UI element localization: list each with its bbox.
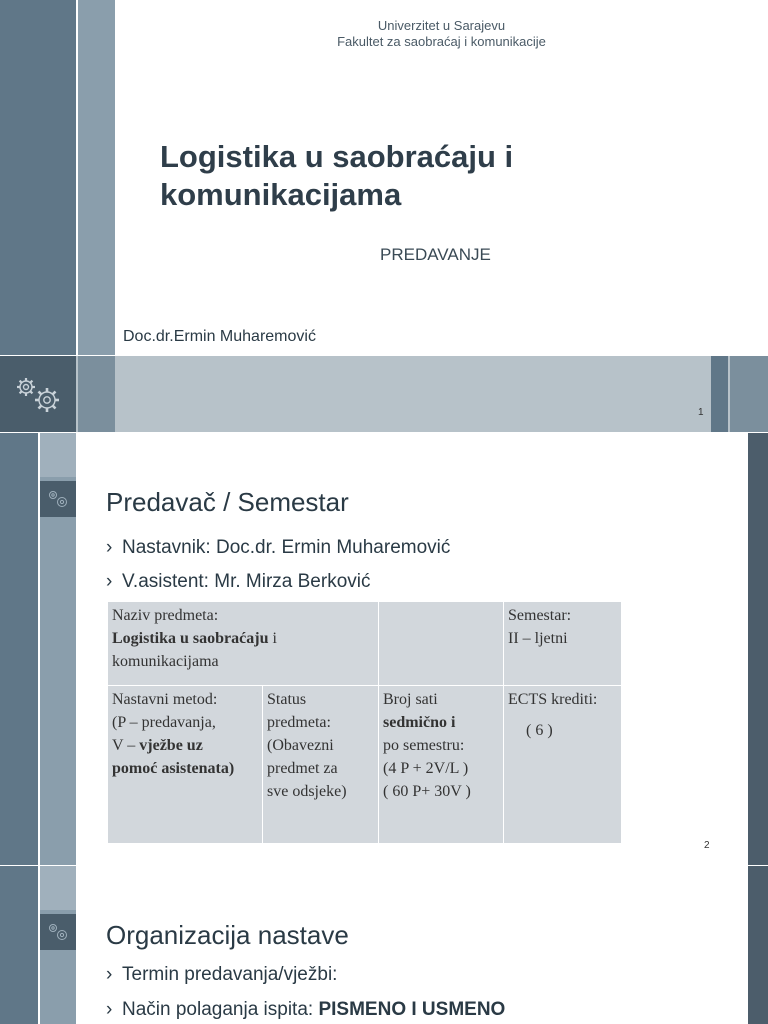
left-bar — [0, 433, 38, 865]
left-bar — [0, 866, 38, 1024]
footer-icon-box — [0, 356, 76, 432]
table-row — [108, 602, 622, 686]
icon-box — [40, 481, 76, 517]
left-bar-top-accent — [40, 866, 76, 910]
exam-method: PISMENO I USMENO — [318, 999, 506, 1020]
table-cell-status: Status predmeta: (Obavezni predmet za sve odsjeke) — [263, 686, 379, 844]
bullet-chevron: › — [106, 571, 113, 592]
list-item — [106, 999, 505, 1021]
slide-title-line2: komunikacijama — [160, 177, 402, 212]
author-name: Doc.dr.Ermin Muharemović — [123, 328, 316, 345]
icon-box — [40, 914, 76, 950]
table-row — [108, 686, 622, 844]
left-bar-top-accent — [40, 433, 76, 477]
slide-title — [160, 138, 720, 214]
footer-band — [0, 356, 768, 432]
faculty-name: Fakultet za saobraćaj i komunikacije — [337, 34, 546, 49]
footer-accent-right-2 — [730, 356, 768, 432]
footer-accent-right — [711, 356, 728, 432]
page-number: 1 — [698, 407, 704, 418]
bullet-chevron: › — [106, 964, 113, 985]
course-info-table — [107, 601, 622, 844]
list-item — [106, 571, 370, 593]
page-number: 2 — [704, 840, 710, 851]
gears-icon — [0, 356, 76, 432]
gears-icon — [40, 914, 76, 950]
table-cell-ects: ECTS krediti: ( 6 ) — [504, 686, 622, 844]
bullet-chevron: › — [106, 999, 113, 1020]
table-cell-course: Naziv predmeta: Logistika u saobraćaju i komunikacijama — [108, 602, 379, 686]
bullet-chevron: › — [106, 537, 113, 558]
list-item-text: V.asistent: Mr. Mirza Berković — [122, 571, 371, 592]
organization-slide — [0, 866, 768, 1024]
gears-icon — [40, 481, 76, 517]
lecturer-slide — [0, 433, 768, 865]
left-bar-secondary — [78, 0, 115, 355]
list-item-text: Način polaganja ispita: — [122, 999, 319, 1020]
title-slide — [0, 0, 768, 432]
footer-accent — [78, 356, 115, 432]
slide-heading: Predavač / Semestar — [106, 487, 349, 517]
list-item — [106, 537, 450, 559]
slide-title-line1: Logistika u saobraćaju i — [160, 139, 514, 174]
table-cell-method: Nastavni metod: (P – predavanja, V – vježbe uz pomoć asistenata) — [108, 686, 263, 844]
table-cell-hours: Broj sati sedmično i po semestru: (4 P + 2V/L ) ( 60 P+ 30V ) — [379, 686, 504, 844]
slide-subtitle: PREDAVANJE — [380, 245, 491, 264]
table-cell-semester: Semestar: II – ljetni — [504, 602, 622, 686]
list-item-text: Nastavnik: Doc.dr. Ermin Muharemović — [122, 537, 451, 558]
left-bar — [0, 0, 76, 355]
university-name: Univerzitet u Sarajevu — [377, 18, 506, 33]
list-item-text: Termin predavanja/vježbi: — [122, 964, 338, 985]
right-bar — [748, 433, 768, 865]
list-item — [106, 964, 337, 986]
table-cell-empty — [379, 602, 504, 686]
right-bar — [748, 866, 768, 1024]
slide-heading: Organizacija nastave — [106, 920, 349, 950]
